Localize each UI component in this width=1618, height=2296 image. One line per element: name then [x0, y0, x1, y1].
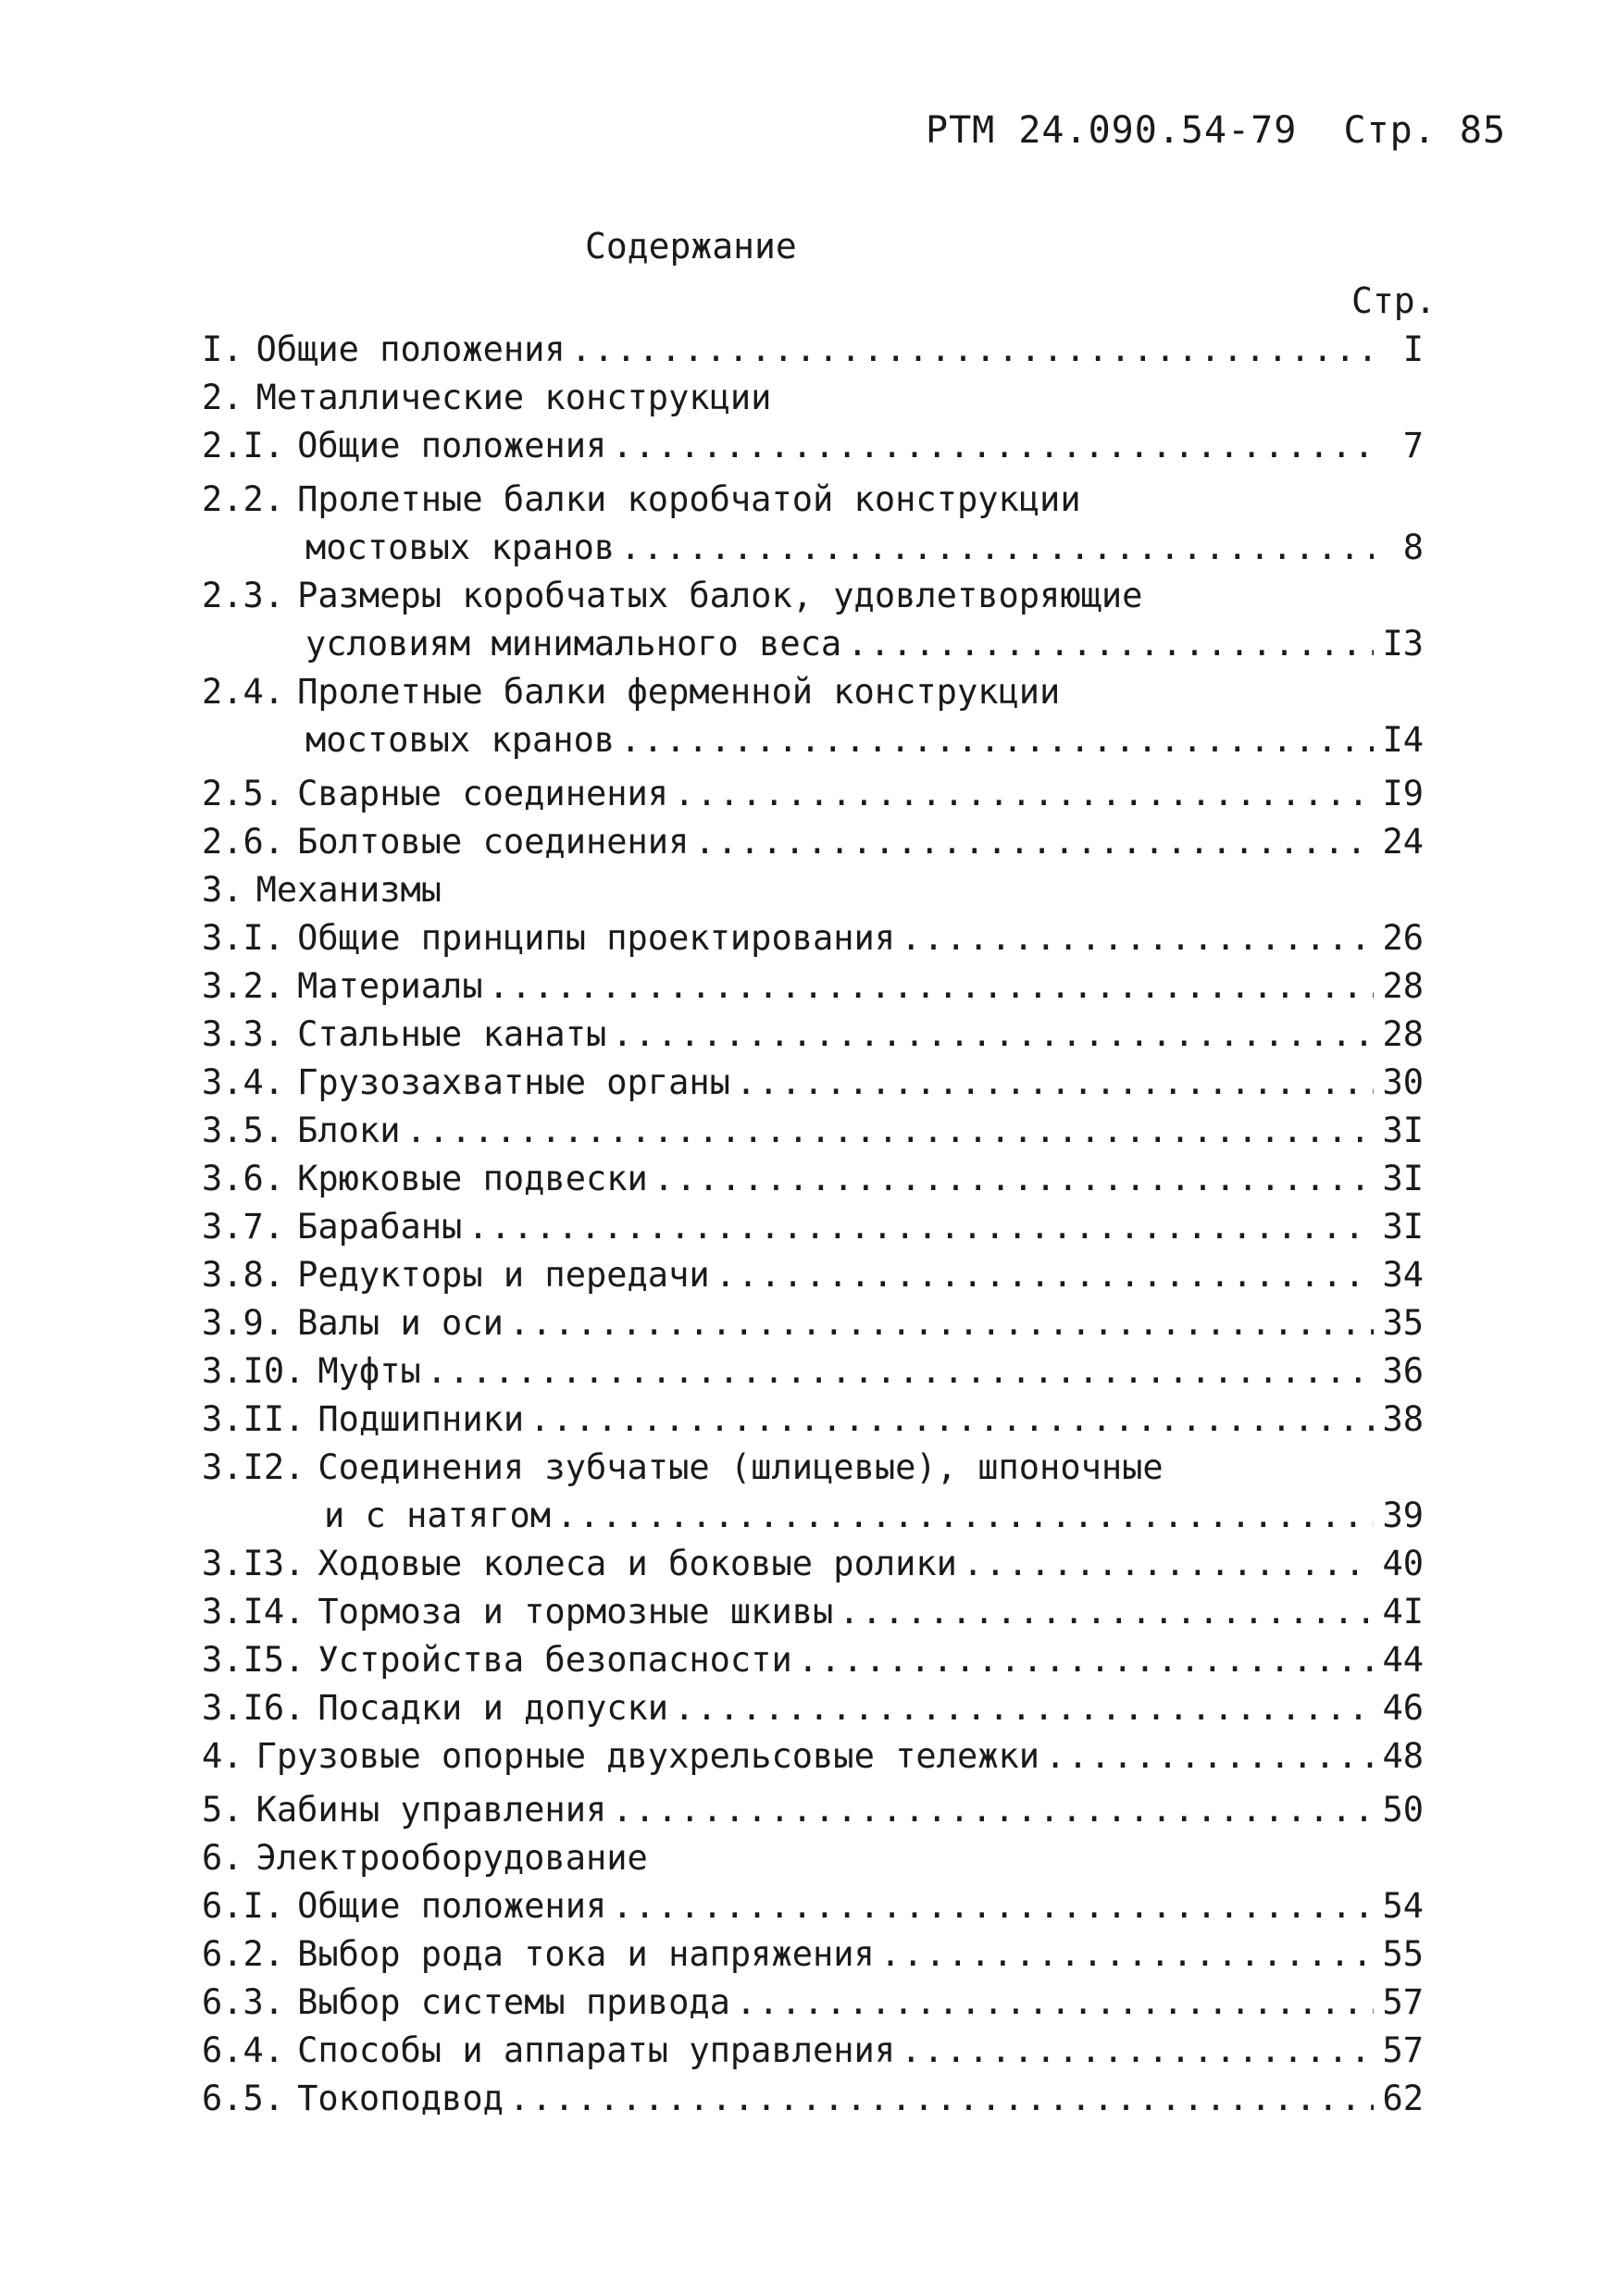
entry-title: Выбор рода тока и напряжения [297, 1934, 875, 1974]
entry-title: Токоподвод [297, 2079, 504, 2118]
entry-number: 2. [202, 378, 243, 417]
dot-leader [406, 1107, 1375, 1155]
dot-leader [653, 1155, 1374, 1203]
dot-leader [880, 1930, 1374, 1979]
entry-page: 50 [1382, 1790, 1424, 1830]
entry-title: Барабаны [297, 1207, 463, 1247]
entry-number: 6.2. [202, 1934, 285, 1974]
entry-title: Общие положения [297, 426, 607, 465]
dot-leader [529, 1396, 1374, 1444]
entry-title: Подшипники [317, 1399, 525, 1439]
dot-leader [509, 1299, 1374, 1347]
entry-title: Электрооборудование [255, 1838, 648, 1878]
entry-title: Блоки [297, 1111, 401, 1150]
dot-leader [798, 1636, 1374, 1684]
entry-number: 6. [202, 1838, 243, 1878]
dot-leader [901, 914, 1374, 962]
dot-leader [694, 818, 1374, 866]
toc-entry [202, 1203, 1424, 1251]
entry-page: 55 [1382, 1934, 1424, 1974]
toc-entry [202, 1786, 1424, 1834]
toc-entry [202, 668, 1424, 716]
entry-page: 34 [1382, 1255, 1424, 1295]
entry-number: 3.I4. [202, 1592, 305, 1632]
entry-title: Валы и оси [297, 1303, 504, 1343]
entry-title: Пролетные балки ферменной конструкции [297, 672, 1061, 712]
entry-title: Общие положения [255, 329, 566, 369]
toc-entry [202, 1979, 1424, 2027]
dot-leader [620, 524, 1374, 572]
toc-entry-continuation [202, 524, 1424, 572]
dot-leader [612, 1786, 1374, 1834]
entry-title: Пролетные балки коробчатой конструкции [297, 479, 1081, 519]
entry-title: Сварные соединения [297, 774, 669, 813]
dot-leader [674, 770, 1374, 818]
entry-page: I9 [1382, 774, 1424, 813]
entry-number: 3. [202, 870, 243, 910]
entry-page: 36 [1382, 1351, 1424, 1391]
entry-page: 57 [1382, 2030, 1424, 2070]
entry-title-continuation: мостовых кранов [305, 720, 616, 760]
dot-leader [620, 716, 1374, 764]
entry-number: 2.4. [202, 672, 285, 712]
toc-entry [202, 2027, 1424, 2075]
page-reference: Стр. 85 [1343, 109, 1507, 152]
entry-title: Металлические конструкции [255, 378, 772, 417]
page-header [926, 109, 1507, 152]
entry-title: Муфты [317, 1351, 421, 1391]
entry-number: 2.I. [202, 426, 285, 465]
entry-title: Ходовые колеса и боковые ролики [317, 1544, 957, 1583]
entry-page: I [1402, 329, 1424, 369]
toc-entry [202, 1444, 1424, 1492]
entry-number: 6.I. [202, 1886, 285, 1926]
dot-leader [571, 326, 1374, 374]
entry-number: 6.5. [202, 2079, 285, 2118]
entry-page: 26 [1382, 918, 1424, 958]
entry-page: 40 [1382, 1544, 1424, 1583]
dot-leader [1045, 1732, 1374, 1781]
entry-title: Соединения зубчатые (шлицевые), шпоночные [317, 1447, 1164, 1487]
entry-number: 2.5. [202, 774, 285, 813]
entry-number: 3.I6. [202, 1688, 305, 1728]
toc-entry [202, 1588, 1424, 1636]
entry-title: Редукторы и передачи [297, 1255, 710, 1295]
entry-page: 3I [1382, 1111, 1424, 1150]
dot-leader [736, 1059, 1374, 1107]
entry-title: Общие принципы проектирования [297, 918, 896, 958]
entry-number: 3.4. [202, 1062, 285, 1102]
entry-title: Посадки и допуски [317, 1688, 669, 1728]
entry-title: Грузовые опорные двухрельсовые тележки [255, 1736, 1040, 1776]
toc-entry [202, 866, 1424, 914]
entry-number: 3.2. [202, 966, 285, 1006]
page-column-label: Стр. [1351, 280, 1437, 321]
entry-title: Крюковые подвески [297, 1159, 648, 1198]
entry-page: I3 [1382, 624, 1424, 664]
entry-page: I4 [1382, 720, 1424, 760]
dot-leader [736, 1979, 1374, 2027]
entry-number: 3.II. [202, 1399, 305, 1439]
entry-title-continuation: и с натягом [324, 1496, 552, 1535]
entry-page: 48 [1382, 1736, 1424, 1776]
entry-page: 30 [1382, 1062, 1424, 1102]
entry-page: 24 [1382, 822, 1424, 862]
dot-leader [427, 1347, 1374, 1396]
entry-title: Выбор системы привода [297, 1982, 730, 2022]
dot-leader [489, 962, 1374, 1011]
toc-entry [202, 818, 1424, 866]
entry-number: 3.5. [202, 1111, 285, 1150]
entry-number: 3.I0. [202, 1351, 305, 1391]
toc-entry [202, 572, 1424, 620]
toc-entry [202, 1834, 1424, 1882]
entry-title: Болтовые соединения [297, 822, 690, 862]
entry-number: 5. [202, 1790, 243, 1830]
entry-number: 6.3. [202, 1982, 285, 2022]
entry-number: I. [202, 329, 243, 369]
entry-number: 3.3. [202, 1014, 285, 1054]
entry-title: Материалы [297, 966, 483, 1006]
entry-page: 57 [1382, 1982, 1424, 2022]
entry-page: 44 [1382, 1640, 1424, 1680]
entry-page: 3I [1382, 1207, 1424, 1247]
toc-entry [202, 1347, 1424, 1396]
dot-leader [612, 1882, 1374, 1930]
entry-title: Кабины управления [255, 1790, 607, 1830]
entry-number: 3.I2. [202, 1447, 305, 1487]
dot-leader [847, 620, 1374, 668]
entry-number: 3.I3. [202, 1544, 305, 1583]
toc-entry-continuation [202, 620, 1424, 668]
entry-title: Тормоза и тормозные шкивы [317, 1592, 834, 1632]
dot-leader [839, 1588, 1374, 1636]
entry-page: 8 [1402, 527, 1424, 567]
entry-page: 62 [1382, 2079, 1424, 2118]
toc-title: Содержание [585, 226, 797, 267]
dot-leader [963, 1540, 1374, 1588]
toc-entry [202, 770, 1424, 818]
toc-entry [202, 476, 1424, 524]
toc-entry [202, 1299, 1424, 1347]
entry-page: 28 [1382, 966, 1424, 1006]
entry-page: 35 [1382, 1303, 1424, 1343]
dot-leader [901, 2027, 1374, 2075]
document-code: РТМ 24.090.54-79 [926, 109, 1298, 152]
entry-page: 39 [1382, 1496, 1424, 1535]
dot-leader [467, 1203, 1374, 1251]
toc-entry [202, 326, 1424, 374]
entry-page: 7 [1402, 426, 1424, 465]
toc-entry [202, 1540, 1424, 1588]
toc-entry [202, 1059, 1424, 1107]
entry-page: 38 [1382, 1399, 1424, 1439]
dot-leader [674, 1684, 1374, 1732]
toc-entry [202, 1732, 1424, 1781]
table-of-contents [202, 326, 1424, 2123]
entry-title-continuation: мостовых кранов [305, 527, 616, 567]
entry-title: Стальные канаты [297, 1014, 607, 1054]
entry-title: Способы и аппараты управления [297, 2030, 896, 2070]
toc-entry [202, 1155, 1424, 1203]
entry-number: 6.4. [202, 2030, 285, 2070]
toc-entry [202, 1882, 1424, 1930]
entry-number: 3.6. [202, 1159, 285, 1198]
toc-entry [202, 1684, 1424, 1732]
dot-leader [556, 1492, 1374, 1540]
toc-entry [202, 1251, 1424, 1299]
toc-entry [202, 1396, 1424, 1444]
entry-page: 46 [1382, 1688, 1424, 1728]
toc-entry [202, 962, 1424, 1011]
entry-title: Грузозахватные органы [297, 1062, 730, 1102]
toc-entry-continuation [202, 1492, 1424, 1540]
entry-number: 3.9. [202, 1303, 285, 1343]
toc-entry [202, 2075, 1424, 2123]
entry-number: 2.3. [202, 576, 285, 615]
toc-entry-continuation [202, 716, 1424, 764]
entry-title: Общие положения [297, 1886, 607, 1926]
entry-page: 3I [1382, 1159, 1424, 1198]
toc-entry [202, 1636, 1424, 1684]
entry-number: 2.2. [202, 479, 285, 519]
toc-entry [202, 1011, 1424, 1059]
entry-number: 2.6. [202, 822, 285, 862]
dot-leader [612, 1011, 1374, 1059]
dot-leader [612, 422, 1374, 470]
dot-leader [509, 2075, 1374, 2123]
entry-title: Размеры коробчатых балок, удовлетворяющие [297, 576, 1143, 615]
entry-page: 54 [1382, 1886, 1424, 1926]
entry-title: Устройства безопасности [317, 1640, 792, 1680]
toc-entry [202, 1107, 1424, 1155]
entry-number: 3.7. [202, 1207, 285, 1247]
entry-page: 4I [1382, 1592, 1424, 1632]
toc-entry [202, 914, 1424, 962]
toc-entry [202, 422, 1424, 470]
toc-entry [202, 374, 1424, 422]
entry-number: 3.I5. [202, 1640, 305, 1680]
entry-number: 3.I. [202, 918, 285, 958]
entry-title: Механизмы [255, 870, 442, 910]
entry-page: 28 [1382, 1014, 1424, 1054]
dot-leader [716, 1251, 1374, 1299]
entry-title-continuation: условиям минимального веса [305, 624, 842, 664]
entry-number: 4. [202, 1736, 243, 1776]
toc-entry [202, 1930, 1424, 1979]
entry-number: 3.8. [202, 1255, 285, 1295]
